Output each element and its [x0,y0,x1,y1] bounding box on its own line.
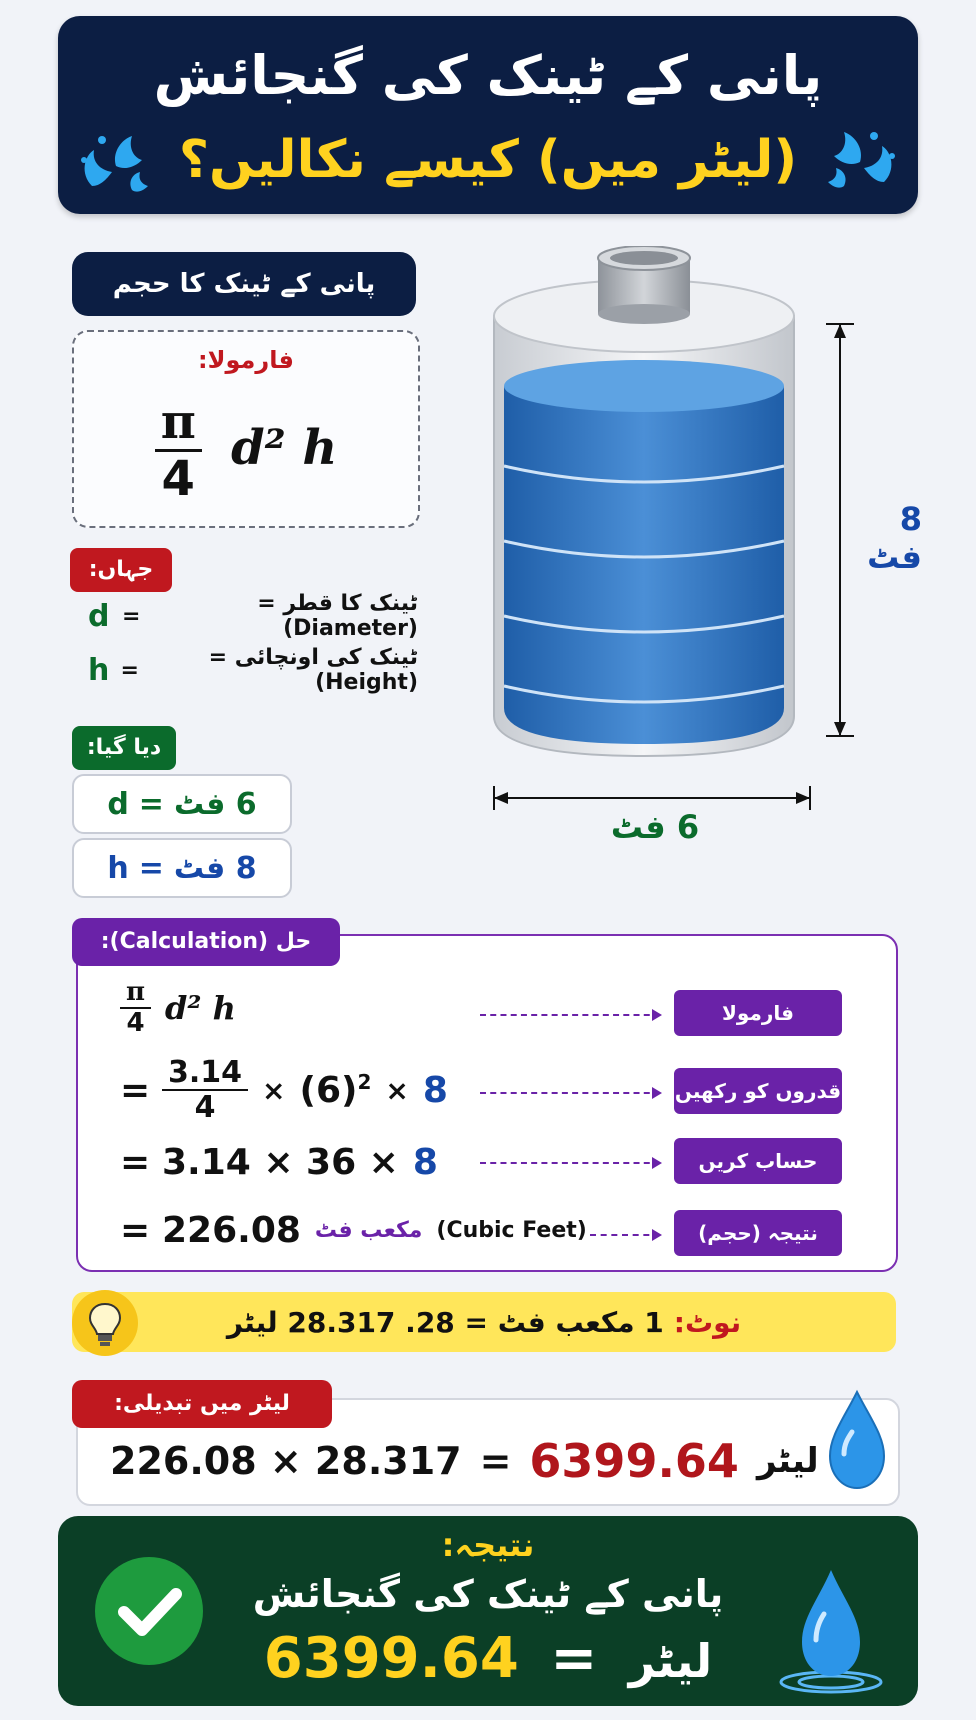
result-banner [58,1516,918,1706]
equals-sign: = [138,850,164,886]
tank-height-label: 8 فٹ [867,500,922,576]
calc-formula-fraction [120,978,151,1038]
unit-english: (Cubic Feet) [436,1218,587,1243]
square-exponent: 2 [357,1070,372,1095]
given-h-value: 8 فٹ [173,850,257,886]
arrow-connector [480,1162,660,1166]
equals-sign: = [120,1070,151,1112]
water-tank-illustration [470,246,910,846]
equals-sign: = [121,603,141,629]
calc-row-formula [120,978,236,1038]
check-circle-icon [94,1556,204,1666]
step-label-result: نتیجہ (حجم) [674,1210,842,1256]
note-text: 1 مکعب فٹ = 28. 28.317 لیٹر [226,1305,664,1339]
step-label-formula: فارمولا [674,990,842,1036]
water-drop-icon [822,1388,892,1496]
substitute-denominator: 4 [194,1090,216,1125]
result-unit: لیٹر [628,1634,713,1688]
header-banner [58,16,918,214]
equals-sign: = [120,1142,151,1183]
definition-row-h [88,645,418,695]
variable-d: d [88,598,110,634]
calc-row-result [120,1210,587,1251]
formula-tail: d² h [231,420,338,477]
formula-expression [74,396,418,507]
arrow-connector [480,1092,660,1096]
volume-section-title: پانی کے ٹینک کا حجم [72,252,416,316]
equals-sign: = [479,1439,512,1483]
given-label: دیا گیا: [72,726,176,770]
where-label: جہاں: [70,548,172,592]
given-d-var: d [107,786,129,822]
variable-h: h [88,652,110,688]
note-banner [72,1292,896,1352]
formula-denominator: 4 [161,450,195,507]
d-paren: (6) [299,1070,358,1112]
substitute-numerator: 3.14 [162,1056,248,1091]
formula-numerator: π [155,396,202,452]
formula-box [72,330,420,528]
arrow-connector [480,1014,660,1018]
water-drop-icon [776,1566,886,1696]
conversion-expression [110,1434,819,1488]
calc-formula-numerator: π [120,978,151,1009]
calculation-label: حل (Calculation): [72,918,340,966]
water-splash-icon [824,122,904,202]
definition-row-d [88,591,418,641]
times-sign: × [262,1074,286,1108]
tank-diameter-label: 6 فٹ [610,808,700,846]
conversion-label: لیٹر میں تبدیلی: [72,1380,332,1428]
given-h-box [72,838,292,898]
formula-fraction [155,396,202,507]
note-label: نوٹ: [673,1305,742,1339]
definition-text: ٹینک کا قطر = (Diameter) [257,591,418,641]
step-label-substitute: قدروں کو رکھیں [674,1068,842,1114]
page-title: پانی کے ٹینک کی گنجائش [153,44,823,107]
conversion-lhs: 226.08 × 28.317 [110,1439,462,1483]
equals-sign: = [120,657,139,683]
result-label: نتیجہ: [441,1526,535,1564]
result-value: 6399.64 [263,1626,519,1691]
times-sign: × [385,1074,409,1108]
lightbulb-icon [70,1290,140,1356]
conversion-unit: لیٹر [756,1441,819,1481]
result-title: پانی کے ٹینک کی گنجائش [252,1572,724,1616]
arrow-connector [590,1234,660,1238]
step-label-compute: حساب کریں [674,1138,842,1184]
formula-label: فارمولا: [198,346,294,374]
compute-h-value: 8 [412,1142,438,1183]
substitute-h-value: 8 [422,1070,448,1112]
substitute-d-value [300,1070,372,1111]
given-d-value: 6 فٹ [173,786,257,822]
conversion-value: 6399.64 [529,1434,739,1488]
water-splash-icon [72,126,152,206]
calc-row-compute [120,1142,438,1183]
given-h-var: h [107,850,129,886]
compute-expression: 3.14 × 36 × [162,1142,399,1183]
calc-row-substitute [120,1056,448,1126]
calc-formula-tail: d² h [165,989,236,1028]
equals-sign: = [138,786,164,822]
calc-formula-denominator: 4 [126,1007,145,1038]
substitute-fraction [162,1056,248,1126]
volume-result: 226.08 [162,1210,301,1251]
given-d-box [72,774,292,834]
unit-urdu: مکعب فٹ [314,1218,423,1243]
equals-sign: = [120,1210,151,1251]
equals-sign: = [550,1626,598,1691]
page-subtitle: (لیٹر میں) کیسے نکالیں؟ [178,130,798,190]
definition-text: ٹینک کی اونچائی = (Height) [208,645,418,695]
